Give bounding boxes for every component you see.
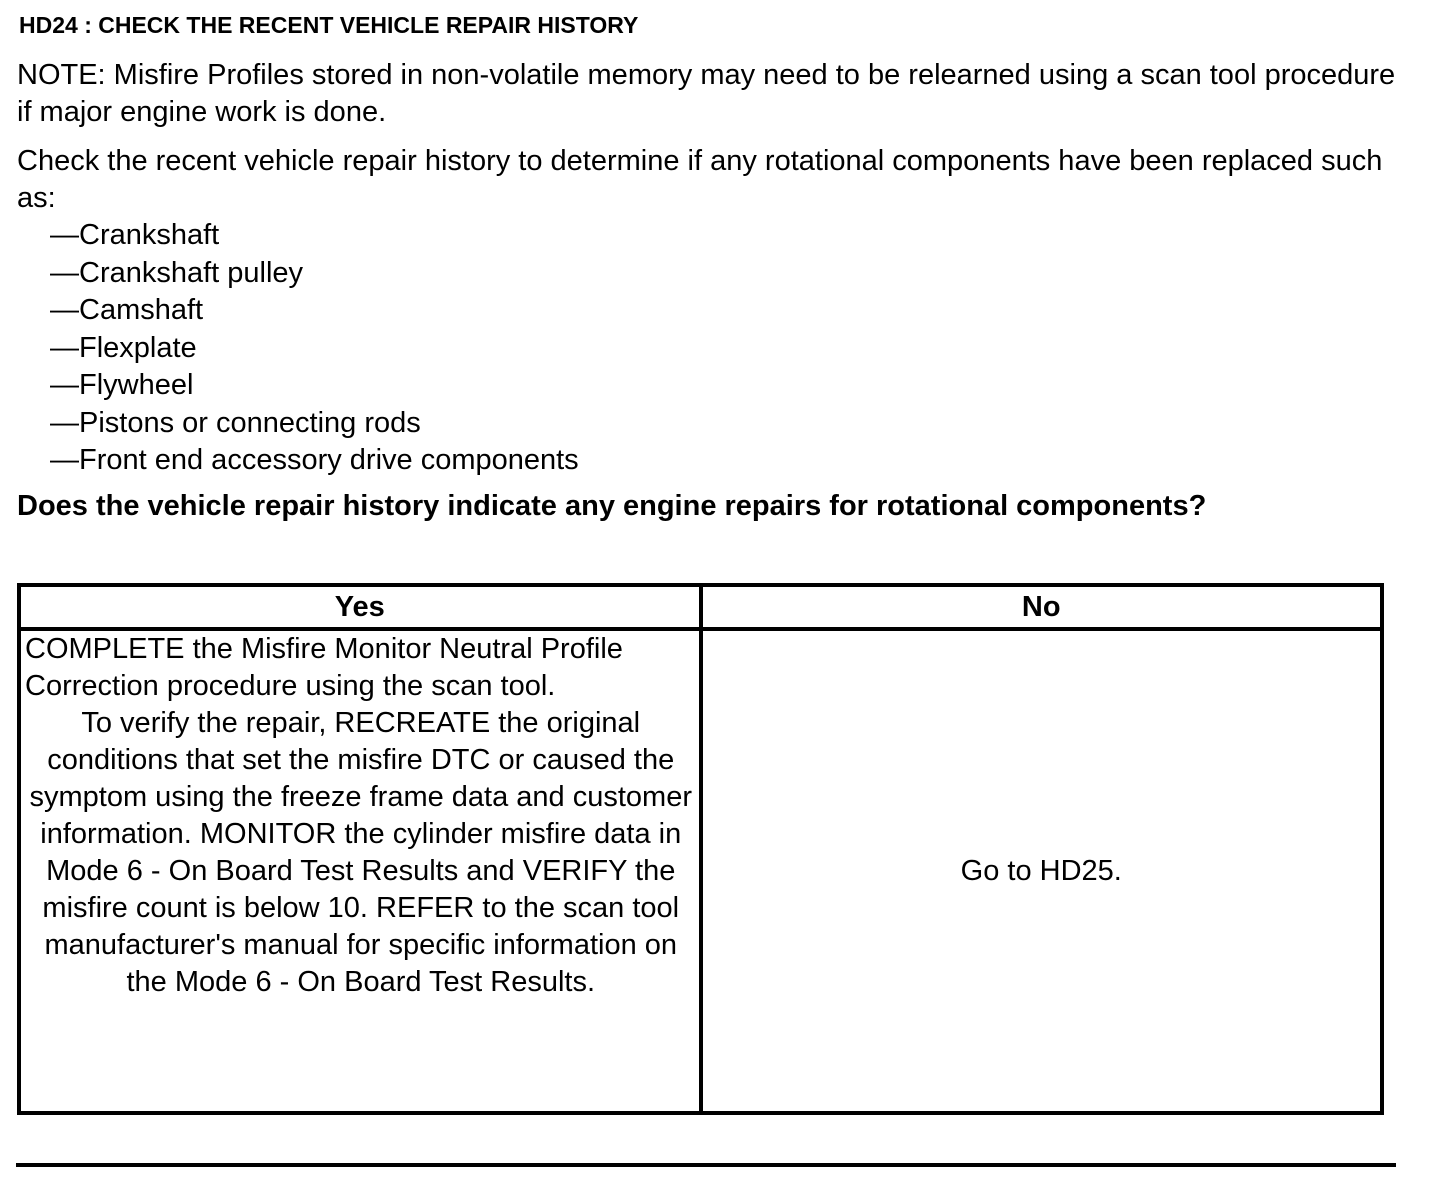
yes-verify-text: To verify the repair, RECREATE the original conditions that set the misfire DTC or caused the symptom using the freeze frame data and customer information. MONITOR the cylinder misfire data in Mode 6 - On Board Test Results and VERIFY the misfire count is below 10. REFER to the scan tool manufacturer's manual for specific information on the Mode 6 - On Board Test Results. [29,707,692,998]
list-item: —Crankshaft [50,219,220,251]
component-list [50,217,579,480]
yes-header: Yes [19,585,701,629]
list-item: —Flywheel [50,369,194,401]
no-action-text: Go to HD25. [960,854,1122,887]
list-item: —Pistons or connecting rods [50,406,421,439]
step-title: HD24 : CHECK THE RECENT VEHICLE REPAIR HISTORY [19,12,639,38]
yes-action-text: COMPLETE the Misfire Monitor Neutral Profile Correction procedure using the scan tool. [25,633,623,702]
check-instructions: Check the recent vehicle repair history to determine if any rotational components have been replaced such as: [17,145,1383,214]
table-row [19,629,1382,1113]
yes-cell [19,629,701,1113]
decision-question: Does the vehicle repair history indicate any engine repairs for rotational components? [17,490,1207,522]
list-item: —Crankshaft pulley [50,256,304,289]
bottom-divider [16,1163,1396,1167]
no-cell [701,629,1383,1113]
decision-table [17,583,1384,1115]
table-header-row [19,585,1382,629]
list-item: —Camshaft [50,294,204,326]
no-header: No [701,585,1383,629]
list-item: —Flexplate [50,331,197,364]
list-item: —Front end accessory drive components [50,444,579,476]
note-text: NOTE: Misfire Profiles stored in non-volatile memory may need to be relearned using a scan tool procedure if major engine work is done. [17,59,1396,128]
